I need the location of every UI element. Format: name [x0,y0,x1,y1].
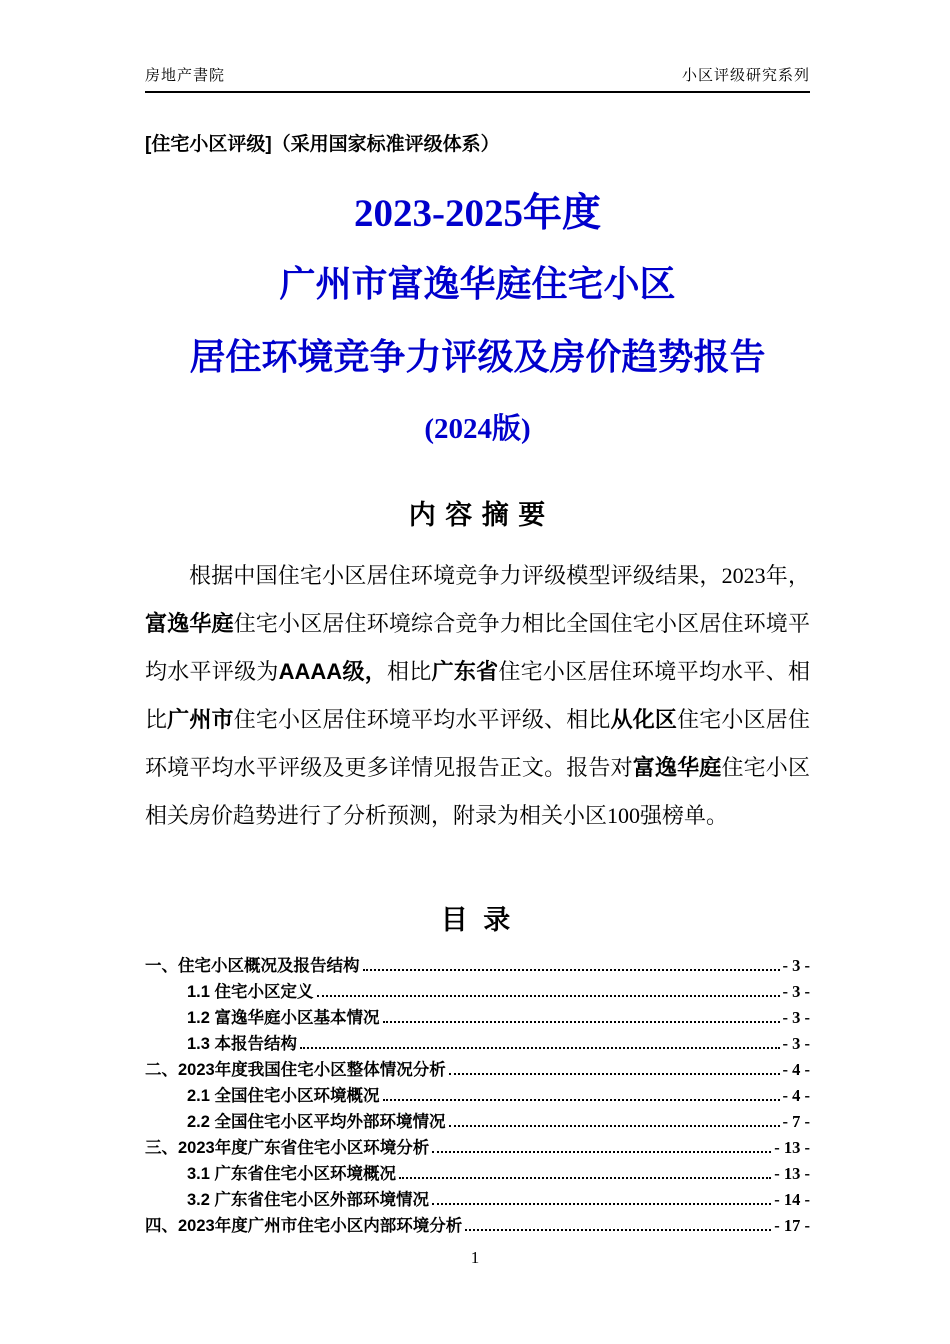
summary-segment: 住宅小区居住环境平均水平评级及更多详情见报告正文。报告对 [145,707,810,780]
toc-leader-dots [317,995,780,997]
header-right-text: 小区评级研究系列 [681,68,810,84]
summary-segment: 相比 [387,659,432,684]
toc-item-label: 3.1 广东省住宅小区环境概况 [187,1165,397,1183]
toc-leader-dots [399,1177,771,1179]
toc-item[interactable] [145,1135,810,1161]
summary-segment: 住宅小区相关房价趋势进行了分析预测，附录为相关小区100强榜单。 [145,755,810,828]
summary-segment-bold: AAAA级， [278,659,388,684]
toc-item-label: 2.2 全国住宅小区平均外部环境情况 [187,1113,446,1131]
toc-item-page: - 4 - [782,1086,810,1105]
summary-segment: 住宅小区居住环境平均水平、相比 [145,659,810,732]
toc-leader-dots [449,1125,780,1127]
summary-segment-bold: 从化区 [610,707,678,732]
toc-item-page: - 3 - [782,956,810,975]
toc-leader-dots [432,1203,771,1205]
toc-item-label: 四、2023年度广州市住宅小区内部环境分析 [145,1217,463,1235]
summary-paragraph [145,552,810,840]
toc-item-label: 3.2 广东省住宅小区外部环境情况 [187,1191,430,1209]
summary-segment-bold: 富逸华庭 [632,755,722,780]
summary-heading: 内 容 摘 要 [408,500,547,530]
summary-segment: 根据中国住宅小区居住环境竞争力评级模型评级结果，2023年， [189,563,810,588]
toc-item-label: 三、2023年度广东省住宅小区环境分析 [145,1139,430,1157]
report-title-community: 广州市富逸华庭住宅小区 [279,264,676,304]
report-title-years: 2023-2025年度 [354,192,601,235]
header-left-text: 房地产書院 [145,68,226,84]
toc-item-label: 1.1 住宅小区定义 [187,983,314,1001]
toc-item[interactable] [145,979,810,1005]
summary-segment-bold: 富逸华庭 [145,611,234,636]
toc-leader-dots [432,1151,771,1153]
page-number: 1 [470,1248,480,1267]
toc-item-page: - 3 - [782,1034,810,1053]
table-of-contents [145,953,810,1239]
toc-item[interactable] [145,1213,810,1239]
toc-leader-dots [300,1047,779,1049]
toc-item-page: - 4 - [782,1060,810,1079]
toc-item[interactable] [145,1057,810,1083]
toc-leader-dots [383,1099,780,1101]
toc-item[interactable] [145,953,810,979]
toc-item-label: 1.2 富逸华庭小区基本情况 [187,1009,380,1027]
toc-item-page: - 17 - [774,1216,810,1235]
toc-item-page: - 7 - [782,1112,810,1131]
toc-item-page: - 14 - [774,1190,810,1209]
document-header [145,64,810,91]
toc-leader-dots [465,1229,771,1231]
toc-item-page: - 3 - [782,982,810,1001]
toc-item[interactable] [145,1031,810,1057]
toc-item[interactable] [145,1083,810,1109]
report-title-edition: (2024版) [424,413,531,445]
summary-segment: 住宅小区居住环境平均水平评级、相比 [233,707,611,732]
toc-leader-dots [383,1021,780,1023]
toc-item-page: - 3 - [782,1008,810,1027]
toc-item-label: 1.3 本报告结构 [187,1035,298,1053]
toc-item-label: 二、2023年度我国住宅小区整体情况分析 [145,1061,446,1079]
toc-item-page: - 13 - [774,1164,810,1183]
summary-segment-bold: 广东省 [431,659,499,684]
toc-item[interactable] [145,1161,810,1187]
toc-item[interactable] [145,1109,810,1135]
toc-item-page: - 13 - [774,1138,810,1157]
toc-leader-dots [363,969,780,971]
header-divider [145,91,810,93]
toc-item[interactable] [145,1187,810,1213]
toc-item[interactable] [145,1005,810,1031]
toc-item-label: 2.1 全国住宅小区环境概况 [187,1087,380,1105]
toc-leader-dots [449,1073,780,1075]
summary-segment-bold: 广州市 [167,707,234,732]
toc-heading: 目 录 [440,905,515,935]
toc-item-label: 一、住宅小区概况及报告结构 [145,957,360,975]
summary-segment: 住宅小区居住环境综合竞争力相比全国住宅小区居住环境平均水平评级为 [145,611,810,684]
report-title-subject: 居住环境竞争力评级及房价趋势报告 [189,337,766,377]
rating-tagline: [住宅小区评级]（采用国家标准评级体系） [145,134,500,155]
